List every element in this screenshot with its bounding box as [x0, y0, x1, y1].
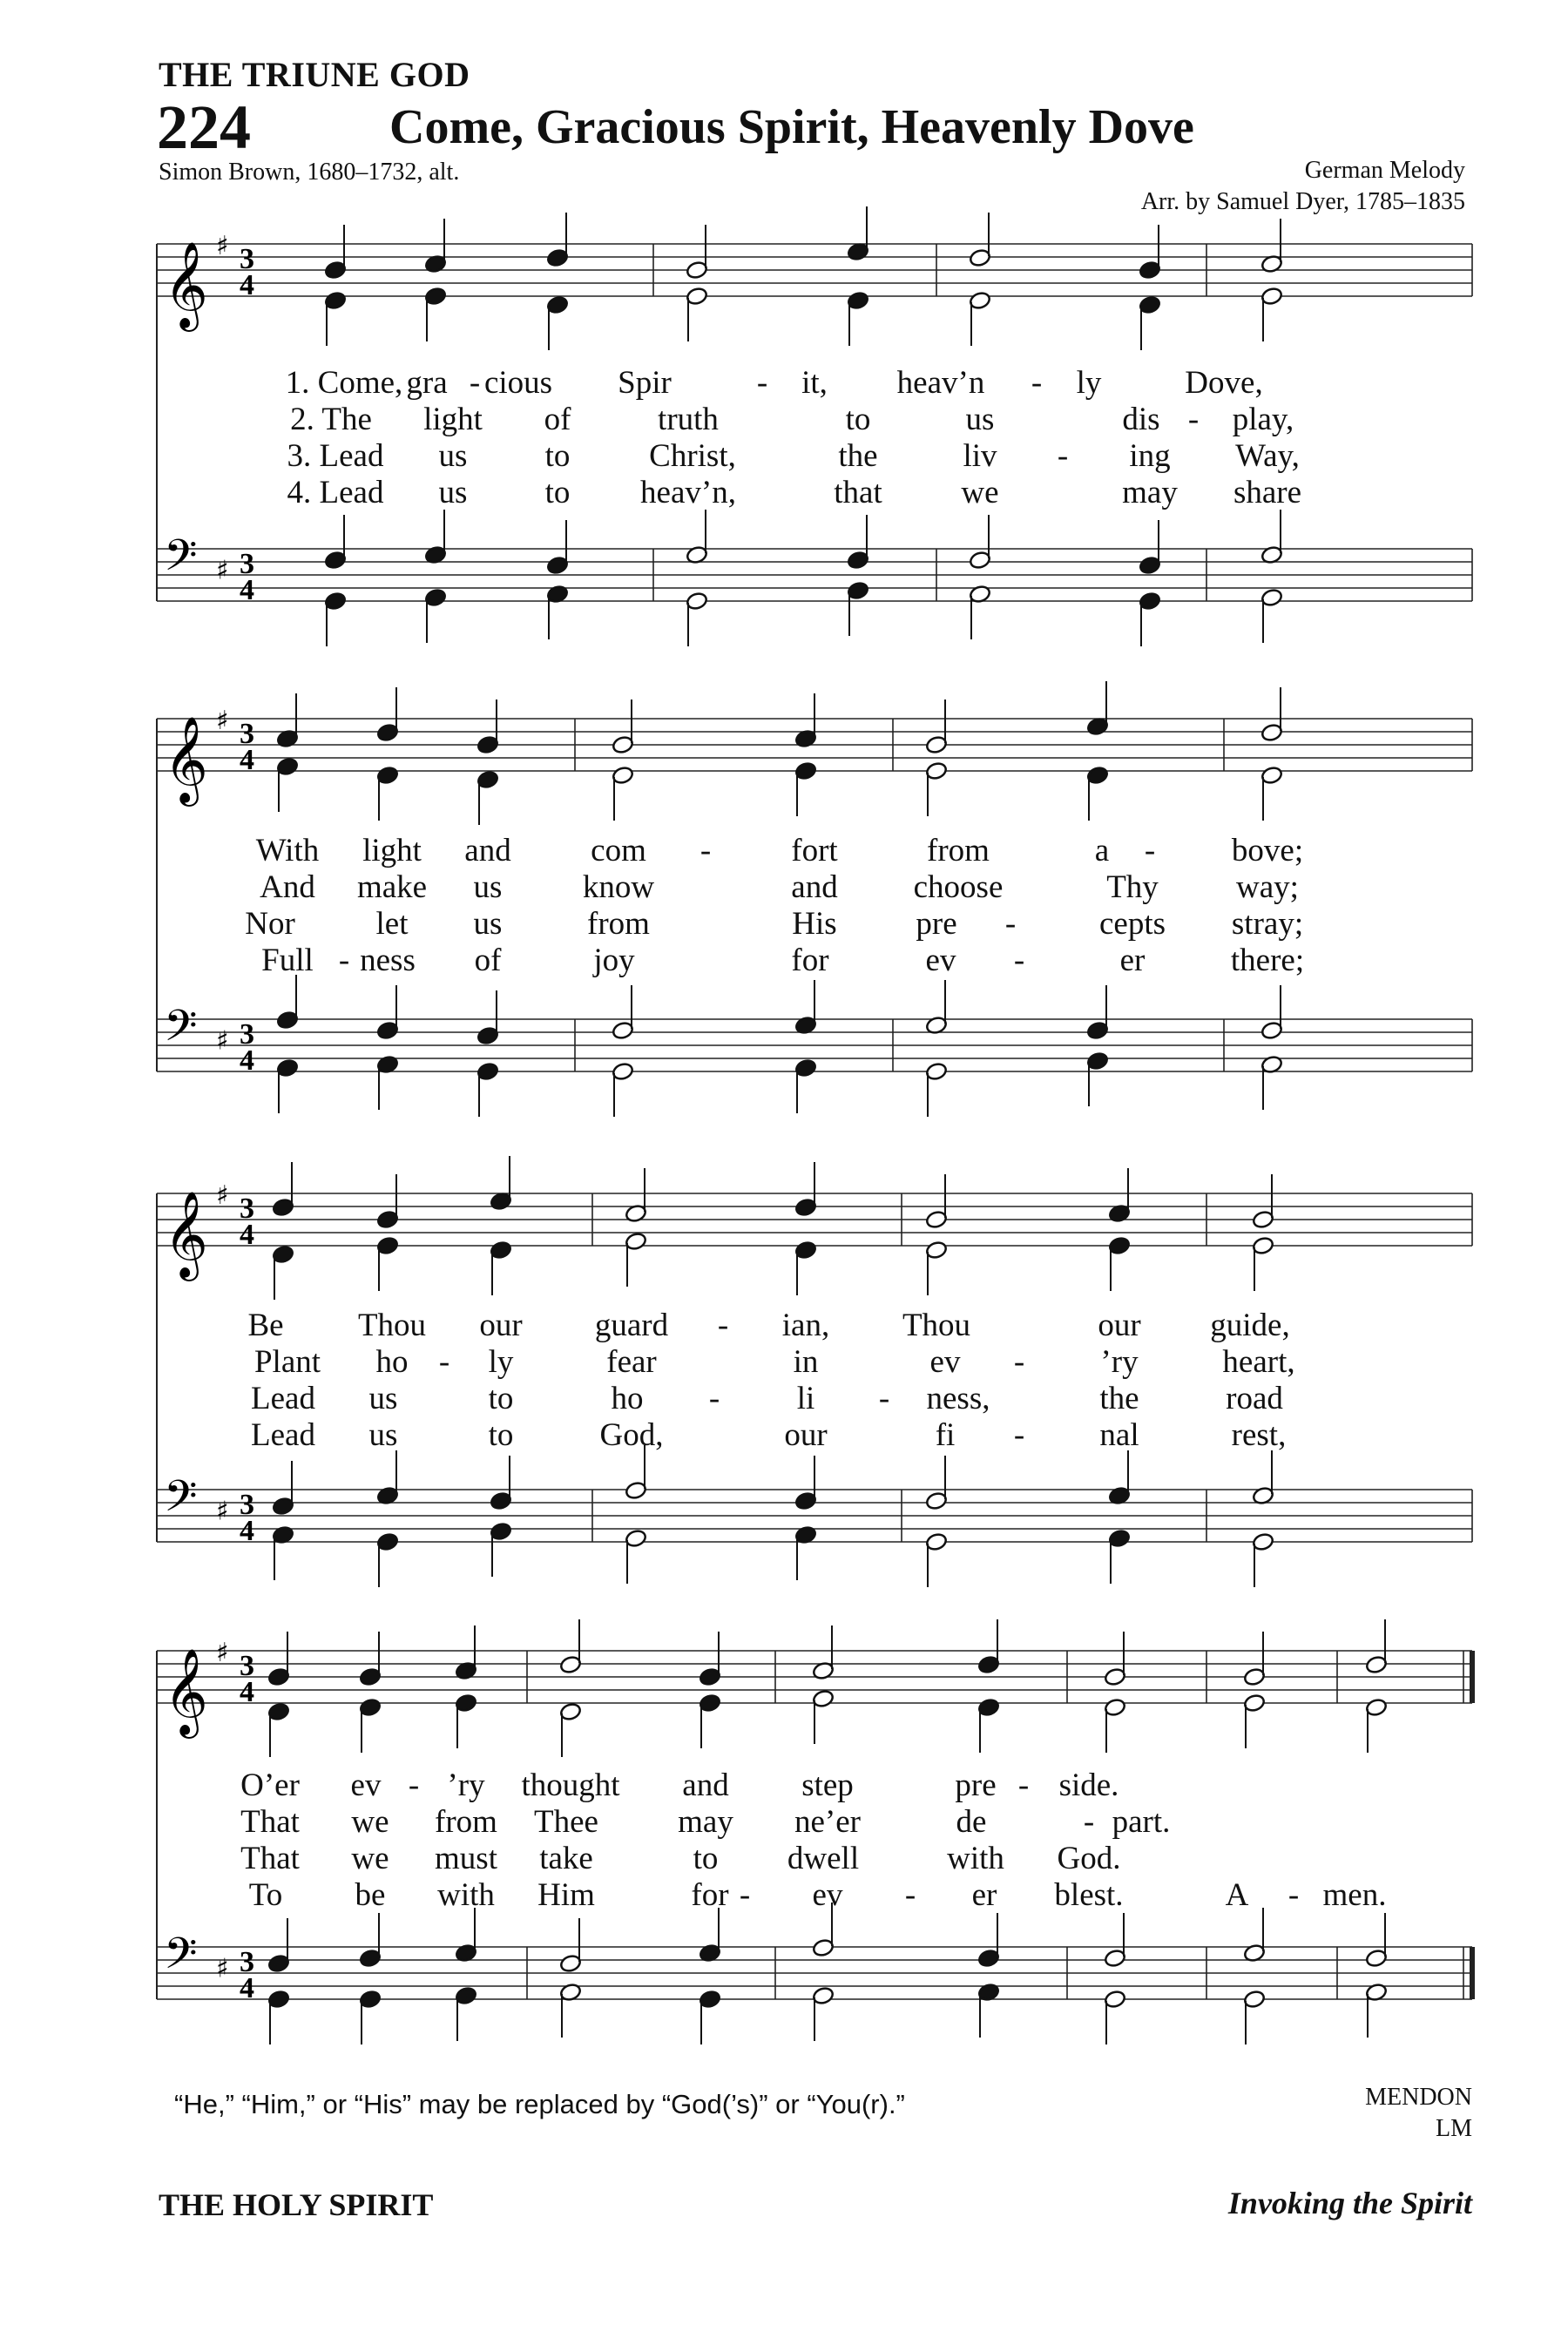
tune-name: MENDON [1365, 2084, 1472, 2111]
lyric-syllable: God, [599, 1417, 664, 1453]
note-icon [1243, 1990, 1266, 2044]
syllable-hyphen: - [1031, 365, 1043, 401]
lyric-syllable: dwell [787, 1841, 860, 1876]
lyric-syllable: Thou [357, 1308, 427, 1343]
note-icon [699, 1693, 721, 1748]
note-icon [1243, 1632, 1266, 1686]
time-signature-top: 3 [240, 1489, 254, 1521]
lyric-syllable: Plant [253, 1344, 321, 1380]
sharp-key-signature-icon: ♯ [216, 555, 229, 586]
lyric-syllable: guide, [1210, 1308, 1290, 1343]
treble-staff [157, 1619, 1472, 1757]
lyric-syllable: way; [1236, 869, 1299, 905]
syllable-hyphen: - [1057, 438, 1069, 474]
lyric-syllable: be [355, 1877, 386, 1913]
lyric-syllable: stray; [1231, 906, 1304, 942]
time-signature-top: 3 [240, 243, 254, 275]
lyric-syllable: His [792, 906, 837, 942]
lyric-syllable: 4. Lead [287, 475, 384, 510]
time-signature-bottom: 4 [240, 744, 254, 776]
lyric-syllable: Thee [534, 1804, 598, 1840]
lyric-syllable: er [1119, 943, 1146, 978]
lyric-syllable: fort [791, 833, 838, 868]
lyric-syllable: ho [611, 1381, 644, 1416]
lyric-syllable: Lead [251, 1417, 315, 1453]
note-icon [1104, 1990, 1126, 2044]
lyric-syllable: Spir [618, 365, 672, 401]
note-icon [1104, 1632, 1126, 1686]
lyric-syllable: li [796, 1381, 815, 1416]
lyric-syllable: must [435, 1841, 497, 1876]
music-credit-line-2: Arr. by Samuel Dyer, 1785–1835 [1140, 188, 1465, 215]
bass-clef-icon: 𝄢 [164, 531, 198, 591]
note-icon [359, 1698, 382, 1753]
note-icon [455, 1986, 477, 2041]
lyric-syllable: from [435, 1804, 497, 1840]
lyric-syllable: us [368, 1417, 398, 1453]
lyric-syllable: we [351, 1841, 389, 1876]
syllable-hyphen: - [700, 833, 712, 868]
lyric-syllable: And [260, 869, 315, 905]
note-icon [1365, 1619, 1388, 1674]
note-icon [812, 1689, 835, 1744]
lyric-syllable: God. [1057, 1841, 1121, 1876]
sharp-key-signature-icon: ♯ [216, 1638, 229, 1668]
time-signature-bottom: 4 [240, 1044, 254, 1077]
lyric-syllable: we [351, 1804, 389, 1840]
lyric-syllable: Christ, [649, 438, 736, 474]
lyric-line-verse-4 [0, 1876, 1568, 1913]
lyric-syllable: liv [963, 438, 997, 474]
syllable-hyphen: - [1187, 402, 1200, 437]
time-signature-top: 3 [240, 1650, 254, 1682]
words-credit: Simon Brown, 1680–1732, alt. [159, 159, 460, 186]
time-signature-top: 3 [240, 1193, 254, 1225]
lyric-syllable: With [255, 833, 320, 868]
lyric-syllable: Nor [245, 906, 295, 942]
lyric-syllable: pre [916, 906, 957, 942]
lyric-syllable: with [437, 1877, 495, 1913]
lyric-syllable: take [539, 1841, 593, 1876]
lyric-syllable: to [845, 402, 871, 437]
lyric-syllable: of [474, 943, 502, 978]
lyric-syllable: blest. [1054, 1877, 1124, 1913]
lyric-syllable: O’er [240, 1767, 300, 1803]
lyric-syllable: we [961, 475, 999, 510]
lyric-syllable: may [678, 1804, 733, 1840]
lyric-syllable: and [791, 869, 838, 905]
lyric-syllable: 1. Come, [285, 365, 403, 401]
note-icon [267, 1918, 290, 1973]
lyric-syllable: play, [1232, 402, 1294, 437]
lyric-line-verse-2 [0, 1803, 1568, 1840]
lyric-syllable: to [488, 1381, 514, 1416]
treble-clef-icon: 𝄞 [164, 716, 208, 803]
bass-clef-icon: 𝄢 [164, 1929, 198, 1990]
syllable-hyphen: - [878, 1381, 890, 1416]
note-icon [812, 1986, 835, 2041]
syllable-hyphen: - [1004, 906, 1017, 942]
note-icon [699, 1908, 721, 1963]
syllable-hyphen: - [739, 1877, 751, 1913]
lyric-syllable: light [423, 402, 483, 437]
lyric-syllable: the [1099, 1381, 1139, 1416]
note-icon [699, 1632, 721, 1686]
time-signature-top: 3 [240, 1946, 254, 1978]
lyric-syllable: for [691, 1877, 729, 1913]
lyric-syllable: part. [1112, 1804, 1171, 1840]
syllable-hyphen: - [1013, 943, 1025, 978]
note-icon [977, 1619, 1000, 1674]
music-credit-line-1: German Melody [1304, 157, 1465, 184]
syllable-hyphen: - [469, 365, 481, 401]
note-icon [359, 1990, 382, 2044]
lyric-syllable: ’ry [1100, 1344, 1139, 1380]
lyric-syllable: com [591, 833, 646, 868]
lyric-syllable: ev [925, 943, 956, 978]
lyric-syllable: light [362, 833, 422, 868]
lyric-syllable: heav’n [896, 365, 985, 401]
lyric-syllable: and [682, 1767, 729, 1803]
lyric-syllable: that [834, 475, 882, 510]
syllable-hyphen: - [1017, 1767, 1030, 1803]
note-icon [1365, 1698, 1388, 1753]
lyric-syllable: ing [1129, 438, 1171, 474]
syllable-hyphen: - [904, 1877, 916, 1913]
note-icon [699, 1990, 721, 2044]
note-icon [559, 1619, 582, 1674]
note-icon [977, 1983, 1000, 2038]
lyric-syllable: ness, [926, 1381, 990, 1416]
lyric-syllable: ian, [781, 1308, 830, 1343]
lyric-syllable: men. [1322, 1877, 1387, 1913]
lyric-syllable: share [1233, 475, 1302, 510]
note-icon [267, 1702, 290, 1757]
lyric-syllable: step [801, 1767, 854, 1803]
lyric-syllable: nal [1099, 1417, 1139, 1453]
lyric-syllable: er [971, 1877, 997, 1913]
lyric-syllable: our [1098, 1308, 1141, 1343]
lyric-line-verse-3 [0, 1840, 1568, 1876]
footer-section: THE HOLY SPIRIT [159, 2187, 434, 2222]
lyric-syllable: may [1122, 475, 1178, 510]
note-icon [455, 1693, 477, 1748]
lyric-syllable: fear [606, 1344, 657, 1380]
lyric-syllable: Full [261, 943, 314, 978]
sharp-key-signature-icon: ♯ [216, 1953, 229, 1984]
note-icon [1365, 1983, 1388, 2038]
lyric-syllable: That [240, 1804, 300, 1840]
hymn-number: 224 [157, 92, 251, 162]
lyric-syllable: in [793, 1344, 819, 1380]
lyric-syllable: a [1094, 833, 1110, 868]
lyric-syllable: To [248, 1877, 283, 1913]
footer-topic: Invoking the Spirit [1227, 2186, 1472, 2220]
lyric-syllable: heav’n, [640, 475, 736, 510]
note-icon [455, 1625, 477, 1680]
note-icon [977, 1698, 1000, 1753]
lyric-syllable: to [693, 1841, 719, 1876]
lyric-syllable: to [488, 1417, 514, 1453]
tune-meter: LM [1436, 2115, 1472, 2142]
lyric-syllable: ho [375, 1344, 409, 1380]
lyric-syllable: ly [1076, 365, 1102, 401]
lyric-syllable: Way, [1235, 438, 1300, 474]
lyric-syllable: Be [247, 1308, 284, 1343]
lyric-syllable: joy [593, 943, 635, 978]
note-icon [359, 1913, 382, 1968]
lyric-syllable: of [544, 402, 571, 437]
lyric-syllable: A [1225, 1877, 1249, 1913]
lyric-syllable: ’ry [447, 1767, 485, 1803]
syllable-hyphen: - [717, 1308, 729, 1343]
lyric-syllable: pre [955, 1767, 997, 1803]
syllable-hyphen: - [1288, 1877, 1300, 1913]
lyric-syllable: with [947, 1841, 1004, 1876]
lyric-syllable: to [544, 438, 571, 474]
note-icon [1365, 1913, 1388, 1968]
syllable-hyphen: - [1083, 1804, 1095, 1840]
note-icon [1243, 1693, 1266, 1748]
syllable-hyphen: - [438, 1344, 450, 1380]
time-signature-top: 3 [240, 1018, 254, 1051]
lyric-syllable: 2. The [290, 402, 372, 437]
lyric-syllable: fi [935, 1417, 956, 1453]
note-icon [559, 1983, 582, 2038]
syllable-hyphen: - [1013, 1344, 1025, 1380]
note-icon [267, 1990, 290, 2044]
lyric-syllable: Dove, [1185, 365, 1263, 401]
lyric-syllable: That [240, 1841, 300, 1876]
footnote: “He,” “Him,” or “His” may be replaced by “God(’s)” or “You(r).” [174, 2089, 905, 2119]
lyric-syllable: make [356, 869, 428, 905]
lyric-syllable: side. [1058, 1767, 1119, 1803]
lyric-syllable: it, [801, 365, 828, 401]
lyric-syllable: thought [521, 1767, 620, 1803]
note-icon [559, 1702, 582, 1757]
lyric-syllable: heart, [1222, 1344, 1295, 1380]
lyric-syllable: ev [350, 1767, 382, 1803]
time-signature-bottom: 4 [240, 1972, 254, 2004]
lyric-syllable: Him [537, 1877, 595, 1913]
lyric-syllable: us [368, 1381, 398, 1416]
note-icon [1104, 1698, 1126, 1753]
lyric-syllable: bove; [1231, 833, 1304, 868]
lyric-line-verse-1 [0, 1767, 1568, 1803]
hymn-title: Come, Gracious Spirit, Heavenly Dove [389, 100, 1194, 154]
lyric-syllable: and [464, 833, 511, 868]
lyric-syllable: ness [360, 943, 416, 978]
bass-staff [157, 1903, 1472, 2044]
lyric-syllable: choose [913, 869, 1004, 905]
sharp-key-signature-icon: ♯ [216, 1025, 229, 1057]
time-signature-bottom: 4 [240, 1676, 254, 1708]
lyric-syllable: truth [658, 402, 719, 437]
time-signature-top: 3 [240, 718, 254, 750]
lyric-syllable: guard [594, 1308, 669, 1343]
lyric-syllable: ne’er [794, 1804, 861, 1840]
treble-clef-icon: 𝄞 [164, 1648, 208, 1735]
lyric-syllable: us [438, 438, 468, 474]
time-signature-bottom: 4 [240, 574, 254, 606]
lyric-syllable: us [965, 402, 995, 437]
lyric-syllable: let [375, 906, 409, 942]
bass-clef-icon: 𝄢 [164, 1471, 198, 1532]
note-icon [559, 1918, 582, 1973]
lyric-syllable: us [438, 475, 468, 510]
bass-clef-icon: 𝄢 [164, 1001, 198, 1062]
syllable-hyphen: - [1144, 833, 1156, 868]
lyric-syllable: rest, [1231, 1417, 1287, 1453]
lyric-syllable: from [587, 906, 650, 942]
tune-info [1365, 2082, 1472, 2145]
time-signature-top: 3 [240, 548, 254, 580]
lyric-syllable: dis [1122, 402, 1160, 437]
lyric-syllable: there; [1230, 943, 1305, 978]
lyric-syllable: ly [488, 1344, 514, 1380]
lyric-syllable: us [473, 869, 503, 905]
lyric-syllable: Thou [902, 1308, 971, 1343]
lyric-syllable: de [956, 1804, 987, 1840]
note-icon [267, 1632, 290, 1686]
lyric-syllable: the [838, 438, 878, 474]
lyric-syllable: gra [406, 365, 448, 401]
treble-clef-icon: 𝄞 [164, 1191, 208, 1278]
lyric-syllable: ev [929, 1344, 961, 1380]
sharp-key-signature-icon: ♯ [216, 231, 229, 261]
time-signature-bottom: 4 [240, 1515, 254, 1547]
time-signature-bottom: 4 [240, 269, 254, 301]
note-icon [455, 1908, 477, 1963]
treble-clef-icon: 𝄞 [164, 241, 208, 328]
lyric-syllable: to [544, 475, 571, 510]
lyric-syllable: from [927, 833, 990, 868]
lyric-syllable: road [1226, 1381, 1283, 1416]
section-heading: THE TRIUNE GOD [159, 55, 470, 94]
lyric-syllable: Lead [251, 1381, 315, 1416]
lyric-syllable: 3. Lead [287, 438, 384, 474]
note-icon [359, 1632, 382, 1686]
syllable-hyphen: - [708, 1381, 720, 1416]
sharp-key-signature-icon: ♯ [216, 1180, 229, 1211]
note-icon [1104, 1913, 1126, 1968]
note-icon [1243, 1908, 1266, 1963]
lyric-syllable: cepts [1098, 906, 1166, 942]
lyric-syllable: us [473, 906, 503, 942]
time-signature-bottom: 4 [240, 1219, 254, 1251]
lyric-syllable: ev [812, 1877, 843, 1913]
note-icon [977, 1913, 1000, 1968]
note-icon [812, 1625, 835, 1680]
lyric-syllable: Thy [1106, 869, 1159, 905]
sharp-key-signature-icon: ♯ [216, 1496, 229, 1527]
sharp-key-signature-icon: ♯ [216, 706, 229, 736]
syllable-hyphen: - [408, 1767, 420, 1803]
lyric-syllable: cious [483, 365, 553, 401]
lyric-syllable: our [479, 1308, 523, 1343]
syllable-hyphen: - [756, 365, 768, 401]
lyric-syllable: for [791, 943, 829, 978]
syllable-hyphen: - [1013, 1417, 1025, 1453]
lyric-syllable: know [582, 869, 655, 905]
lyric-syllable: our [784, 1417, 828, 1453]
syllable-hyphen: - [338, 943, 350, 978]
